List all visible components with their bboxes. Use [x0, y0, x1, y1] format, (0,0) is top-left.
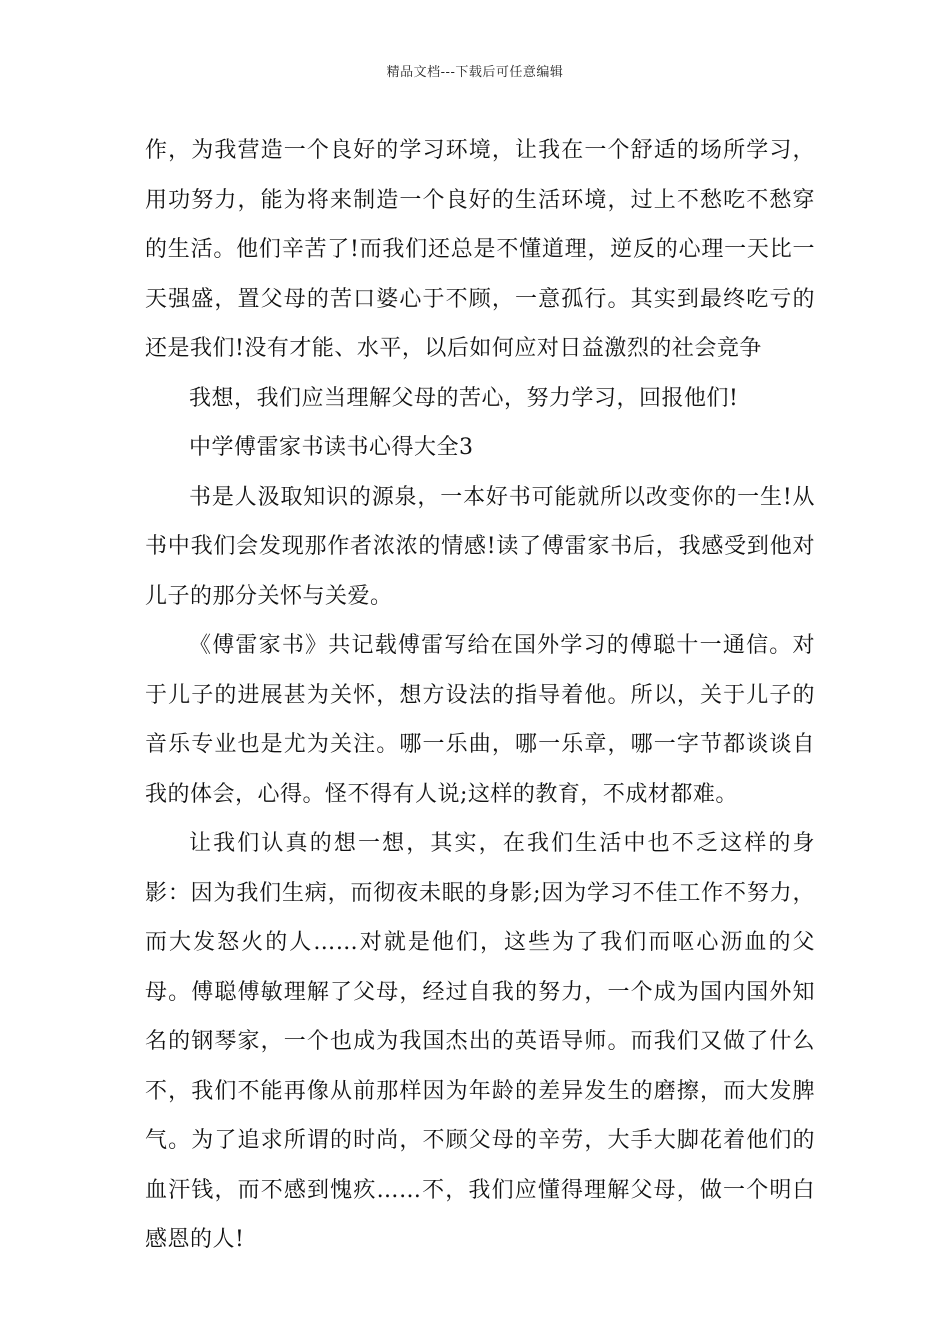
paragraph-books-source: 书是人汲取知识的源泉，一本好书可能就所以改变你的一生!从书中我们会发现那作者浓浓的情感!读了傅雷家书后，我感受到他对儿子的那分关怀与关爱。 — [145, 484, 815, 609]
section-heading: 中学傅雷家书读书心得大全3 — [189, 435, 474, 460]
page-header: 精品文档---下载后可任意编辑 — [386, 65, 564, 80]
paragraph-reflection: 让我们认真的想一想，其实，在我们生活中也不乏这样的身影：因为我们生病，而彻夜未眠的身影;因为学习不佳工作不努力，而大发怒火的人……对就是他们，这些为了我们而呕心沥血的父母。傅聪傅敏理解了父母，经过自我的努力，一个成为国内国外知名的钢琴家，一个也成为我国杰出的英语导师。而我们又做了什么不，我们不能再像从前那样因为年龄的差异发生的磨擦，而大发脾气。为了追求所谓的时尚，不顾父母的辛劳，大手大脚花着他们的血汗钱，而不感到愧疚……不，我们应懂得理解父母，做一个明白感恩的人! — [145, 831, 815, 1252]
paragraph-continued: 作，为我营造一个良好的学习环境，让我在一个舒适的场所学习，用功努力，能为将来制造一个良好的生活环境，过上不愁吃不愁穿的生活。他们辛苦了!而我们还总是不懂道理，逆反的心理一天比一天强盛，置父母的苦口婆心于不顾，一意孤行。其实到最终吃亏的还是我们!没有才能、水平，以后如何应对日益激烈的社会竞争 — [145, 138, 815, 361]
document-body — [145, 126, 815, 1265]
paragraph-fulei-letters: 《傅雷家书》共记载傅雷写给在国外学习的傅聪十一通信。对于儿子的进展甚为关怀，想方设法的指导着他。所以，关于儿子的音乐专业也是尤为关注。哪一乐曲，哪一乐章，哪一字节都谈谈自我的体会，心得。怪不得有人说;这样的教育，不成材都难。 — [145, 633, 815, 807]
paragraph-understand-parents: 我想，我们应当理解父母的苦心，努力学习，回报他们! — [189, 385, 739, 411]
